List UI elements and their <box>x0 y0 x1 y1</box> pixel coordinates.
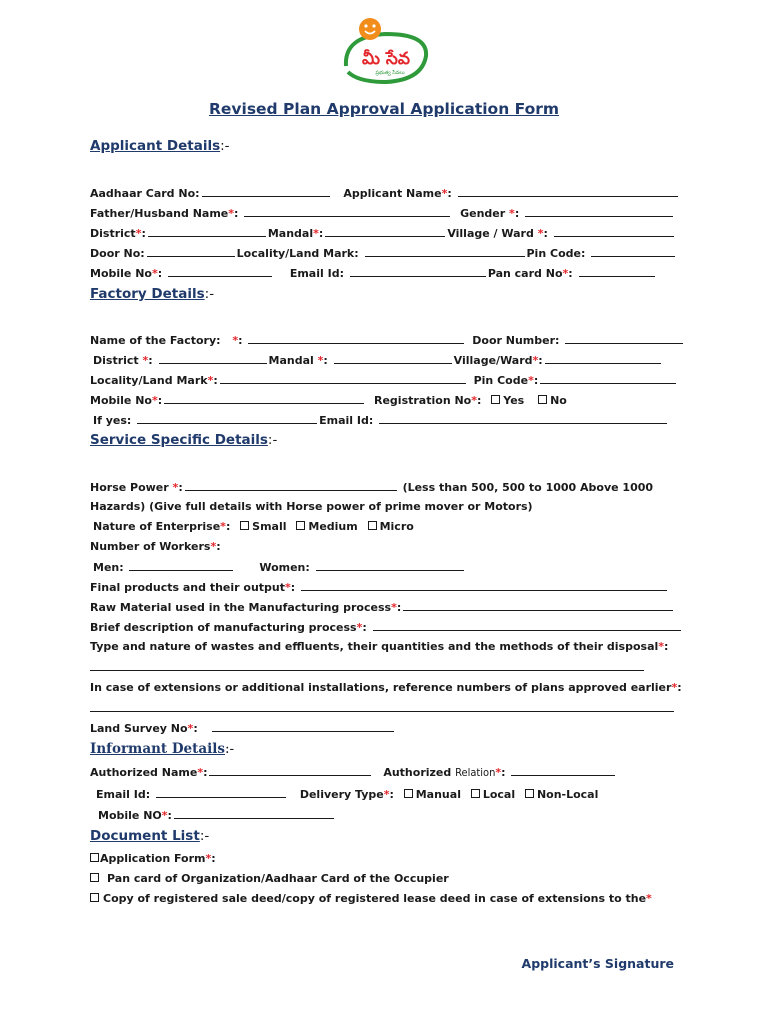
section-heading-service: Service Specific Details:- <box>90 432 278 448</box>
village-field[interactable] <box>554 226 674 237</box>
factory-name-field[interactable] <box>248 333 464 344</box>
locality-field[interactable] <box>365 246 525 257</box>
women-count-field[interactable] <box>316 560 464 571</box>
men-count-field[interactable] <box>129 560 233 571</box>
registration-number-field[interactable] <box>137 413 317 424</box>
wastes-answer-line[interactable] <box>90 670 644 671</box>
extensions-answer-line[interactable] <box>90 711 674 712</box>
registration-yes-checkbox[interactable] <box>491 395 500 404</box>
delivery-local-checkbox[interactable] <box>471 789 480 798</box>
applicant-row-3: District*: Mandal*: Village / Ward *: <box>90 226 676 241</box>
factory-district-field[interactable] <box>159 353 267 364</box>
delivery-manual-checkbox[interactable] <box>404 789 413 798</box>
document-item-sale-deed: Copy of registered sale deed/copy of registered lease deed in case of extensions to the* <box>90 892 652 906</box>
service-row-extensions: In case of extensions or additional installations, reference numbers of plans approved earlier*: <box>90 681 682 694</box>
nature-medium-checkbox[interactable] <box>296 521 305 530</box>
gender-field[interactable] <box>525 206 673 217</box>
factory-mobile-field[interactable] <box>164 393 364 404</box>
mobile-field[interactable] <box>168 266 272 277</box>
authorized-name-field[interactable] <box>209 765 371 776</box>
section-heading-applicant: Applicant Details:- <box>90 138 230 154</box>
aadhaar-field[interactable] <box>202 186 330 197</box>
applicant-name-field[interactable] <box>458 186 678 197</box>
factory-row-4: Mobile No*: Registration No*: Yes No <box>90 394 567 407</box>
informant-row-3: Mobile NO*: <box>98 808 336 823</box>
service-row-hp: Horse Power *: (Less than 500, 500 to 1000 Above 1000 <box>90 481 654 494</box>
service-row-nature: Nature of Enterprise*: Small Medium Micro <box>93 520 414 533</box>
informant-email-field[interactable] <box>156 787 286 798</box>
logo-tagline: ప్రభుత్వ సేవలు <box>375 70 405 76</box>
informant-mobile-field[interactable] <box>174 808 334 819</box>
applicant-row-5: Mobile No*: Email Id: Pan card No*: <box>90 266 657 281</box>
page-title: Revised Plan Approval Application Form <box>208 100 560 118</box>
service-row-land-survey: Land Survey No*: <box>90 721 396 736</box>
registration-no-checkbox[interactable] <box>538 395 547 404</box>
land-survey-field[interactable] <box>212 721 394 732</box>
application-form-checkbox[interactable] <box>90 853 99 862</box>
factory-row-2: District *: Mandal *: Village/Ward*: <box>93 353 663 368</box>
factory-door-field[interactable] <box>565 333 683 344</box>
brief-description-field[interactable] <box>373 620 681 631</box>
service-row-raw-material: Raw Material used in the Manufacturing process*: <box>90 600 675 615</box>
mandal-field[interactable] <box>325 226 445 237</box>
informant-row-1: Authorized Name*: Authorized Relation*: <box>90 765 617 780</box>
factory-pin-field[interactable] <box>540 373 676 384</box>
horse-power-field[interactable] <box>185 480 397 491</box>
factory-locality-field[interactable] <box>220 373 466 384</box>
pan-field[interactable] <box>579 266 655 277</box>
applicant-row-4: Door No: Locality/Land Mark: Pin Code: <box>90 246 677 261</box>
pin-code-field[interactable] <box>591 246 675 257</box>
door-no-field[interactable] <box>147 246 235 257</box>
factory-row-3: Locality/Land Mark*: Pin Code*: <box>90 373 678 388</box>
document-item-application-form: Application Form*: <box>90 852 216 866</box>
factory-row-5: If yes: Email Id: <box>93 413 669 428</box>
meeseva-logo <box>336 14 436 88</box>
service-row-brief: Brief description of manufacturing process*: <box>90 620 683 635</box>
email-field[interactable] <box>350 266 486 277</box>
sale-deed-checkbox[interactable] <box>90 893 99 902</box>
service-row-wastes: Type and nature of wastes and effluents, their quantities and the methods of their disposal*: <box>90 640 669 653</box>
factory-mandal-field[interactable] <box>334 353 452 364</box>
informant-row-2: Email Id: Delivery Type*: Manual Local Non-Local <box>96 788 599 801</box>
section-heading-documents: Document List:- <box>90 828 210 844</box>
factory-row-1: Name of the Factory: *: Door Number: <box>90 333 685 348</box>
district-field[interactable] <box>148 226 266 237</box>
factory-village-field[interactable] <box>545 353 661 364</box>
logo-script-text: మీ సేవ <box>362 49 410 69</box>
authorized-relation-field[interactable] <box>511 765 615 776</box>
service-row-men-women: Men: Women: <box>93 560 466 575</box>
delivery-non-local-checkbox[interactable] <box>525 789 534 798</box>
document-item-pan-card: Pan card of Organization/Aadhaar Card of the Occupier <box>90 872 449 886</box>
smiley-face-logo-icon <box>336 14 436 88</box>
service-row-final-products: Final products and their output*: <box>90 580 669 595</box>
final-products-field[interactable] <box>301 580 667 591</box>
nature-small-checkbox[interactable] <box>240 521 249 530</box>
applicant-row-1: Aadhaar Card No: Applicant Name*: <box>90 186 680 201</box>
service-row-workers: Number of Workers*: <box>90 540 221 553</box>
applicant-signature-label: Applicant’s Signature <box>521 956 674 971</box>
section-heading-factory: Factory Details:- <box>90 286 215 302</box>
factory-email-field[interactable] <box>379 413 667 424</box>
pan-card-checkbox[interactable] <box>90 873 99 882</box>
raw-material-field[interactable] <box>403 600 673 611</box>
service-row-hazards: Hazards) (Give full details with Horse power of prime mover or Motors) <box>90 500 533 513</box>
applicant-row-2: Father/Husband Name*: Gender *: <box>90 206 675 221</box>
section-heading-informant: Informant Details:- <box>90 741 235 757</box>
nature-micro-checkbox[interactable] <box>368 521 377 530</box>
father-name-field[interactable] <box>244 206 450 217</box>
